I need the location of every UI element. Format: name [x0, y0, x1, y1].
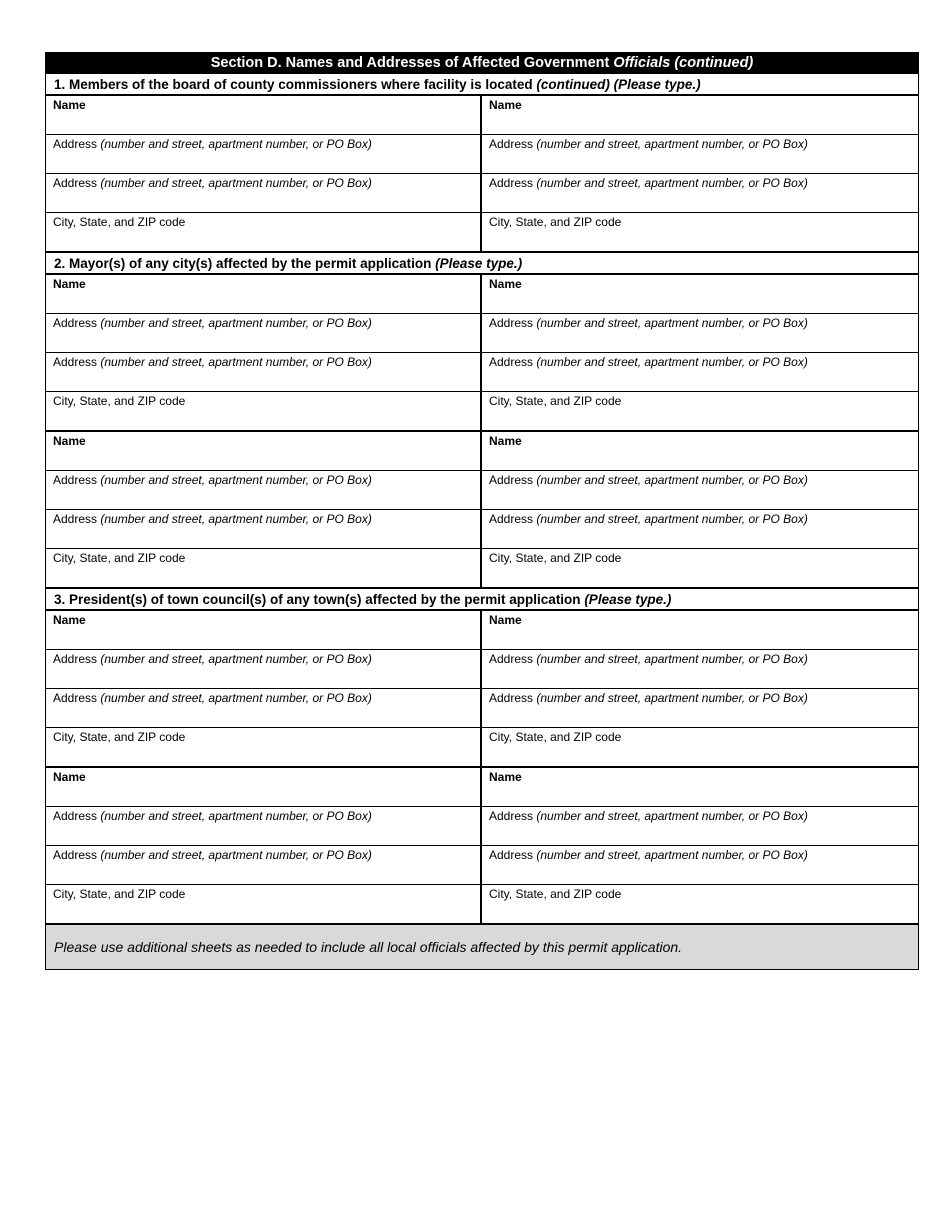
right-name-field[interactable] — [482, 768, 918, 807]
group-heading-1 — [46, 74, 918, 96]
field-label-hint: (number and street, apartment number, or PO Box) — [100, 316, 372, 330]
field-label-hint: (number and street, apartment number, or PO Box) — [536, 652, 808, 666]
left-address-line-1-field[interactable] — [46, 314, 480, 353]
right-address-line-1-field[interactable] — [482, 314, 918, 353]
right-name-field[interactable] — [482, 611, 918, 650]
official-entry-block — [46, 611, 918, 768]
field-label-hint: (number and street, apartment number, or PO Box) — [536, 512, 808, 526]
right-city-state-zip-field[interactable] — [482, 885, 918, 923]
section-header — [46, 52, 918, 74]
official-entry-block — [46, 275, 918, 432]
right-official-column — [482, 611, 918, 766]
field-label-hint: (number and street, apartment number, or PO Box) — [536, 809, 808, 823]
field-label-hint: (number and street, apartment number, or PO Box) — [100, 176, 372, 190]
field-label: Name — [53, 613, 86, 627]
field-label: Address — [489, 848, 537, 862]
field-label: Address — [489, 809, 537, 823]
left-address-line-1-field[interactable] — [46, 650, 480, 689]
field-label: City, State, and ZIP code — [53, 551, 186, 565]
field-label-hint: (number and street, apartment number, or PO Box) — [536, 691, 808, 705]
left-name-field[interactable] — [46, 96, 480, 135]
right-address-line-2-field[interactable] — [482, 353, 918, 392]
field-label: Address — [53, 137, 101, 151]
right-city-state-zip-field[interactable] — [482, 549, 918, 587]
field-label-hint: (number and street, apartment number, or PO Box) — [536, 848, 808, 862]
right-official-column — [482, 432, 918, 587]
group-heading-3 — [46, 589, 918, 611]
left-official-column — [46, 275, 482, 430]
right-address-line-2-field[interactable] — [482, 174, 918, 213]
field-label-hint: (number and street, apartment number, or PO Box) — [100, 512, 372, 526]
section-header-italic: Officials (continued) — [613, 55, 754, 71]
group-heading-2 — [46, 253, 918, 275]
field-label-hint: (number and street, apartment number, or PO Box) — [536, 355, 808, 369]
left-address-line-1-field[interactable] — [46, 471, 480, 510]
field-label: City, State, and ZIP code — [489, 215, 622, 229]
right-city-state-zip-field[interactable] — [482, 728, 918, 766]
right-official-column — [482, 275, 918, 430]
left-official-column — [46, 611, 482, 766]
right-city-state-zip-field[interactable] — [482, 213, 918, 251]
field-label: Address — [53, 512, 101, 526]
group-heading-italic: (Please type.) — [584, 592, 672, 607]
footer-note: Please use additional sheets as needed to include all local officials affected by this permit application. — [46, 925, 918, 970]
left-address-line-2-field[interactable] — [46, 353, 480, 392]
field-label: Name — [489, 770, 522, 784]
official-entry-block — [46, 96, 918, 253]
field-label-hint: (number and street, apartment number, or PO Box) — [100, 691, 372, 705]
right-name-field[interactable] — [482, 96, 918, 135]
official-entry-block — [46, 768, 918, 925]
field-label: City, State, and ZIP code — [53, 887, 186, 901]
right-official-column — [482, 96, 918, 251]
right-city-state-zip-field[interactable] — [482, 392, 918, 430]
field-label-hint: (number and street, apartment number, or PO Box) — [536, 176, 808, 190]
field-label: Name — [53, 434, 86, 448]
field-label: Name — [489, 277, 522, 291]
field-label: Address — [53, 176, 101, 190]
right-name-field[interactable] — [482, 432, 918, 471]
field-label: Address — [53, 691, 101, 705]
right-address-line-1-field[interactable] — [482, 650, 918, 689]
field-label-hint: (number and street, apartment number, or PO Box) — [100, 473, 372, 487]
field-label: Address — [53, 848, 101, 862]
left-address-line-2-field[interactable] — [46, 846, 480, 885]
group-heading-text: 3. President(s) of town council(s) of any town(s) affected by the permit application — [54, 592, 585, 607]
field-label: City, State, and ZIP code — [53, 730, 186, 744]
left-address-line-1-field[interactable] — [46, 135, 480, 174]
field-label: Address — [489, 691, 537, 705]
left-city-state-zip-field[interactable] — [46, 728, 480, 766]
field-label: Address — [489, 473, 537, 487]
field-label: City, State, and ZIP code — [53, 215, 186, 229]
section-header-title: Section D. Names and Addresses of Affected Government — [210, 55, 614, 71]
official-entry-block — [46, 432, 918, 589]
left-name-field[interactable] — [46, 275, 480, 314]
left-city-state-zip-field[interactable] — [46, 549, 480, 587]
field-label: Address — [53, 355, 101, 369]
field-label: Name — [53, 98, 86, 112]
field-label: Address — [489, 512, 537, 526]
left-official-column — [46, 768, 482, 923]
left-address-line-2-field[interactable] — [46, 510, 480, 549]
official-groups — [46, 74, 918, 925]
field-label: Address — [489, 355, 537, 369]
group-heading-italic: (Please type.) — [435, 256, 523, 271]
field-label: City, State, and ZIP code — [489, 394, 622, 408]
left-address-line-2-field[interactable] — [46, 689, 480, 728]
field-label-hint: (number and street, apartment number, or PO Box) — [100, 137, 372, 151]
field-label-hint: (number and street, apartment number, or PO Box) — [100, 848, 372, 862]
field-label: Name — [489, 613, 522, 627]
field-label-hint: (number and street, apartment number, or PO Box) — [536, 473, 808, 487]
field-label: Name — [489, 98, 522, 112]
group-heading-italic: (continued) (Please type.) — [536, 77, 701, 92]
group-heading-text: 2. Mayor(s) of any city(s) affected by the permit application — [54, 256, 436, 271]
field-label: Address — [53, 809, 101, 823]
left-official-column — [46, 432, 482, 587]
field-label: City, State, and ZIP code — [53, 394, 186, 408]
left-name-field[interactable] — [46, 432, 480, 471]
field-label: Address — [53, 316, 101, 330]
left-city-state-zip-field[interactable] — [46, 392, 480, 430]
left-city-state-zip-field[interactable] — [46, 213, 480, 251]
field-label: Address — [489, 176, 537, 190]
left-name-field[interactable] — [46, 768, 480, 807]
field-label: City, State, and ZIP code — [489, 551, 622, 565]
group-heading-text: 1. Members of the board of county commissioners where facility is located — [54, 77, 537, 92]
left-city-state-zip-field[interactable] — [46, 885, 480, 923]
field-label: Address — [53, 652, 101, 666]
left-address-line-2-field[interactable] — [46, 174, 480, 213]
right-address-line-1-field[interactable] — [482, 135, 918, 174]
right-address-line-2-field[interactable] — [482, 510, 918, 549]
left-address-line-1-field[interactable] — [46, 807, 480, 846]
right-address-line-2-field[interactable] — [482, 846, 918, 885]
field-label: Address — [489, 652, 537, 666]
left-name-field[interactable] — [46, 611, 480, 650]
field-label-hint: (number and street, apartment number, or PO Box) — [100, 652, 372, 666]
right-address-line-2-field[interactable] — [482, 689, 918, 728]
field-label-hint: (number and street, apartment number, or PO Box) — [100, 355, 372, 369]
field-label: Name — [53, 277, 86, 291]
right-address-line-1-field[interactable] — [482, 807, 918, 846]
field-label: Name — [489, 434, 522, 448]
field-label: City, State, and ZIP code — [489, 730, 622, 744]
field-label: City, State, and ZIP code — [489, 887, 622, 901]
field-label: Address — [489, 316, 537, 330]
right-name-field[interactable] — [482, 275, 918, 314]
field-label-hint: (number and street, apartment number, or PO Box) — [536, 137, 808, 151]
field-label: Name — [53, 770, 86, 784]
field-label: Address — [53, 473, 101, 487]
right-address-line-1-field[interactable] — [482, 471, 918, 510]
field-label: Address — [489, 137, 537, 151]
field-label-hint: (number and street, apartment number, or PO Box) — [536, 316, 808, 330]
left-official-column — [46, 96, 482, 251]
right-official-column — [482, 768, 918, 923]
field-label-hint: (number and street, apartment number, or PO Box) — [100, 809, 372, 823]
section-d-form — [45, 52, 919, 970]
